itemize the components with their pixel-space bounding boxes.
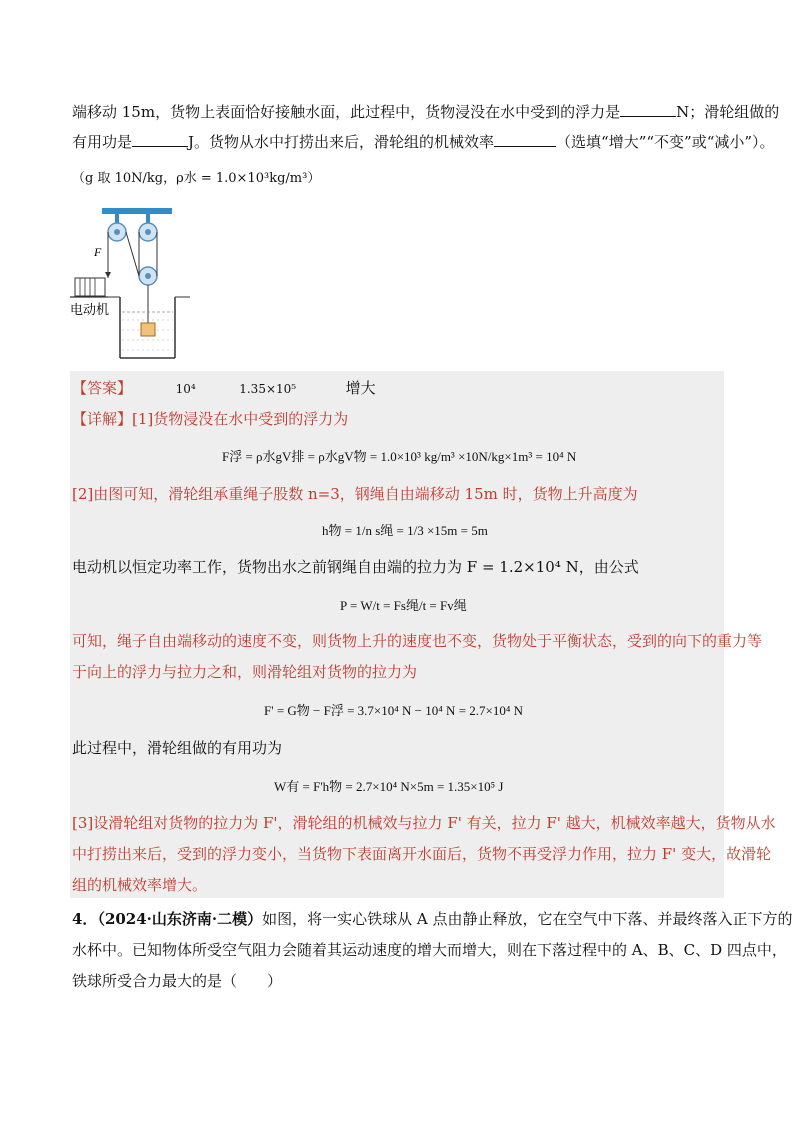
answer-value-1: 10⁴ (175, 382, 196, 396)
detail-line-3: 电动机以恒定功率工作，货物出水之前钢绳自由端的拉力为 F = 1.2×10⁴ N，由公式 (72, 558, 639, 576)
q3-text: N；滑轮组做的 (676, 103, 780, 121)
question-source: （2024·山东济南·二模） (97, 910, 263, 928)
q3-given: （g 取 10N/kg，ρ水 = 1.0×10³kg/m³） (72, 171, 321, 186)
detail-line-1 (72, 408, 348, 430)
answer-tag: 【答案】 (72, 379, 133, 397)
detail-line-5: 此过程中，滑轮组做的有用功为 (72, 739, 283, 757)
q4-line-3: 铁球所受合力最大的是（ ） (72, 972, 283, 990)
answer-value-3: 增大 (345, 379, 376, 397)
detail-line-6c: 组的机械效率增大。 (72, 876, 208, 894)
detail-line-6b: 中打捞出来后，受到的浮力变小，当货物下表面离开水面后，货物不再受浮力作用，拉力 F' 变大，故滑轮 (72, 845, 772, 863)
question-number: 4． (72, 910, 98, 928)
q4-line-1 (72, 908, 793, 930)
q4-line-2: 水杯中。已知物体所受空气阻力会随着其运动速度的增大而增大，则在下落过程中的 A、B、C、D 四点中， (72, 941, 787, 959)
q3-text: 端移动 15m，货物上表面恰好接触水面，此过程中，货物浸没在水中受到的浮力是 (72, 103, 621, 121)
answer-blank-3[interactable] (494, 131, 556, 147)
detail-line-4a: 可知，绳子自由端移动的速度不变，则货物上升的速度也不变，货物处于平衡状态，受到的向下的重力等 (72, 632, 763, 650)
equation-height: h物 = 1/n s绳 = 1/3 ×15m = 5m (322, 523, 488, 538)
q3-text: J。货物从水中打捞出来后，滑轮组的机械效率 (188, 133, 495, 151)
equation-power: P = W/t = Fs绳/t = Fv绳 (340, 598, 467, 613)
answer-line (72, 377, 376, 400)
answer-value-2: 1.35×10⁵ (239, 382, 297, 396)
ceiling-beam (102, 208, 172, 214)
q4-text: 如图，将一实心铁球从 A 点由静止释放，它在空气中下落、并最终落入正下方的 (262, 910, 793, 928)
equation-tension: F' = G物 − F浮 = 3.7×10⁴ N − 10⁴ N = 2.7×10⁴ N (264, 703, 524, 718)
force-label: F (94, 245, 102, 259)
equation-buoyancy: F浮 = ρ水gV排 = ρ水gV物 = 1.0×10³ kg/m³ ×10N/kg×1m³ = 10⁴ N (222, 449, 577, 464)
detail-text: [1]货物浸没在水中受到的浮力为 (132, 410, 349, 428)
q3-text: 有用功是 (72, 133, 133, 151)
equation-work: W有 = F'h物 = 2.7×10⁴ N×5m = 1.35×10⁵ J (274, 779, 504, 794)
answer-blank-2[interactable] (132, 131, 188, 147)
detail-line-6a: [3]设滑轮组对货物的拉力为 F'，滑轮组的机械效与拉力 F' 有关，拉力 F' 越大，机械效率越大，货物从水 (72, 814, 776, 832)
detail-line-4b: 于向上的浮力与拉力之和，则滑轮组对货物的拉力为 (72, 663, 418, 681)
motor-label: 电动机 (70, 303, 110, 318)
pulley-diagram (70, 208, 200, 363)
answer-blank-1[interactable] (620, 101, 676, 117)
detail-tag: 【详解】 (72, 410, 133, 428)
detail-line-2: [2]由图可知，滑轮组承重绳子股数 n=3，钢绳自由端移动 15m 时，货物上升高度为 (72, 485, 638, 503)
cargo-box (141, 323, 155, 336)
q3-text: （选填“增大”“不变”或“减小”）。 (556, 133, 775, 151)
q3-line-1 (72, 101, 779, 123)
q3-line-2 (72, 131, 775, 153)
